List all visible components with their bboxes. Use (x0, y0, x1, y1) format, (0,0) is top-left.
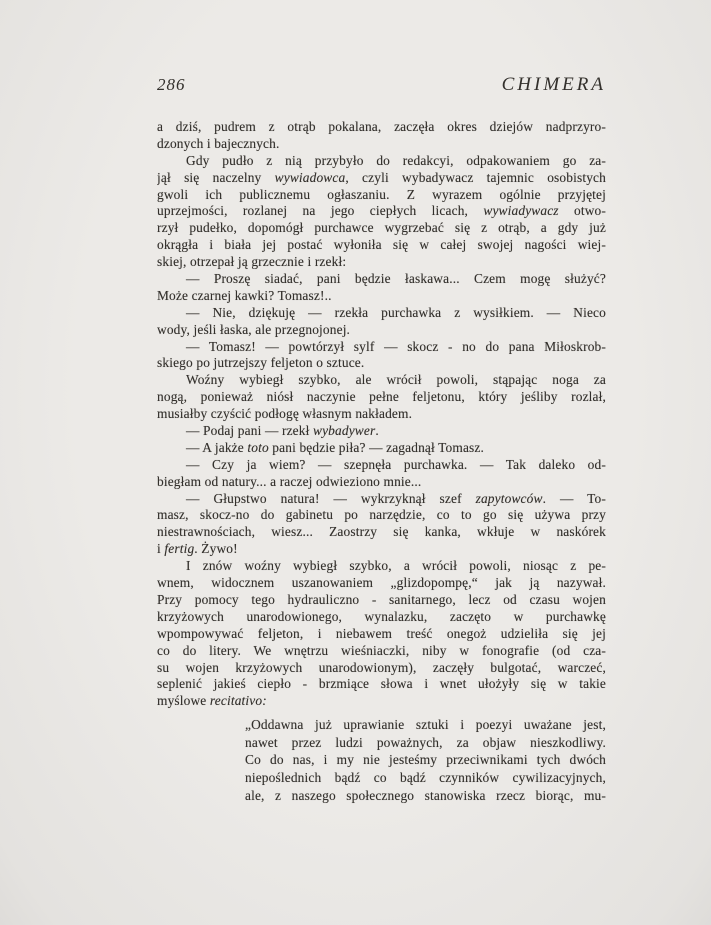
text-line (157, 592, 606, 609)
paragraph (157, 372, 606, 423)
text-line (157, 203, 606, 220)
text-line (157, 119, 606, 136)
text-line (157, 220, 606, 237)
text-segment: skiego po jutrzejszy feljeton o sztuce. (157, 355, 365, 371)
paragraph (157, 491, 606, 559)
text-segment: — Podaj pani — rzekł (186, 423, 313, 439)
text-line (157, 457, 606, 474)
text-line (157, 389, 606, 406)
text-line (157, 609, 606, 626)
text-segment: Gdy pudło z nią przybyło do redakcyi, odpakowaniem go za- (186, 152, 606, 168)
text-line (157, 254, 606, 271)
text-segment: nogą, ponieważ niósł naczynie pełne feljetonu, który jeśliby rozlał, (157, 389, 606, 405)
text-segment: dzonych i bajecznych. (157, 135, 280, 151)
text-line (157, 524, 606, 541)
text-segment: seplenić jakieś ciepło - brzmiące słowa i wnet ułożyły się w takie (157, 676, 606, 692)
text-line (245, 787, 606, 805)
text-line (157, 271, 606, 288)
block-quote (245, 716, 606, 804)
text-segment: — Proszę siadać, pani będzie łaskawa... Czem mogę służyć? (186, 271, 606, 287)
italic-text: wywiadowca (274, 169, 346, 185)
text-line (157, 575, 606, 592)
text-line (157, 440, 606, 457)
italic-text: fertig (164, 541, 195, 557)
paragraph (157, 423, 606, 440)
text-line (157, 372, 606, 389)
text-segment: biegłam od natury... a raczej odwieziono mnie... (157, 473, 422, 489)
paragraph (157, 271, 606, 305)
text-line (157, 322, 606, 339)
text-segment: . (375, 423, 379, 439)
text-line (157, 406, 606, 423)
text-segment: — Czy ja wiem? — szepnęła purchawka. — Tak daleko od- (186, 456, 606, 472)
text-segment: Przy pomocy tego hydrauliczno - sanitarnego, lecz od czasu wojen (157, 591, 606, 607)
italic-text: toto (247, 439, 269, 455)
text-segment: . Żywo! (194, 541, 238, 557)
text-line (157, 693, 606, 710)
italic-text: recitativo: (209, 693, 267, 709)
text-segment: niepoślednich bądź co bądź czynników cywilizacyjnych, (245, 770, 606, 786)
text-segment: otwo- (558, 203, 606, 219)
text-line (157, 187, 606, 204)
text-line (157, 305, 606, 322)
text-line (157, 339, 606, 356)
text-segment: ale, z naszego społecznego stanowiska rzecz biorąc, mu- (245, 787, 606, 803)
text-segment: musiałby czyścić podłogę własnym nakładem. (157, 406, 413, 422)
text-segment: Może czarnej kawki? Tomasz!.. (157, 287, 332, 303)
text-line (157, 507, 606, 524)
text-line (245, 734, 606, 752)
text-segment: uprzejmości, rozlanej na jego ciepłych licach, (157, 203, 484, 219)
text-segment: skiej, otrzepał ją grzecznie i rzekł: (157, 254, 347, 270)
paragraph (157, 119, 606, 153)
text-segment: a dziś, pudrem z otrąb pokalana, zaczęła okres dziejów nadprzyro- (157, 119, 606, 134)
text-segment: — Głupstwo natura! — wykrzyknął szef (186, 490, 476, 506)
text-segment: — Tomasz! — powtórzył sylf — skocz - no do pana Miłoskrob- (186, 338, 606, 354)
paragraph (157, 153, 606, 271)
text-line (157, 153, 606, 170)
text-segment: i (157, 541, 165, 557)
text-segment: co do litery. We wnętrzu wieśniaczki, niby w fonografie (od cza- (157, 642, 606, 658)
text-segment: I znów woźny wybiegł szybko, a wrócił powoli, niosąc z pe- (186, 558, 606, 574)
text-segment: gwoli ich publicznemu ogłaszaniu. Z wyrazem ogólnie przyjętej (157, 186, 606, 202)
text-line (157, 237, 606, 254)
paragraph (157, 339, 606, 373)
text-segment: niestrawnościach, wiesz... Zaostrzy się kanka, wkłuje w naskórek (157, 524, 606, 540)
paragraph (157, 440, 606, 457)
text-segment: masz, skocz-no do gabinetu po narzędzie, co to go się używa przy (157, 507, 606, 523)
page-number: 286 (157, 75, 186, 94)
text-line (157, 355, 606, 372)
text-line (245, 751, 606, 769)
text-segment: Co do nas, i my nie jesteśmy przeciwnikami tych dwóch (245, 752, 606, 768)
text-segment: „Oddawna już uprawianie sztuki i poezyi uważane jest, (245, 717, 606, 732)
text-segment: wody, jeśli łaska, ale przegnojonej. (157, 321, 351, 337)
text-line (157, 558, 606, 575)
text-line (245, 769, 606, 787)
text-line (157, 170, 606, 187)
text-segment: jął się naczelny (157, 169, 275, 185)
paragraph (157, 558, 606, 710)
text-segment: — Nie, dziękuję — rzekła purchawka z wysiłkiem. — Nieco (186, 304, 606, 320)
text-line (157, 626, 606, 643)
text-segment: — A jakże (186, 439, 248, 455)
running-title: CHIMERA (501, 74, 606, 95)
body-text-block (157, 119, 606, 710)
page-header (157, 74, 606, 96)
text-segment: Woźny wybiegł szybko, ale wrócił powoli, stąpając noga za (186, 372, 606, 388)
italic-text: zapytowców (475, 490, 543, 506)
italic-text: wybadywer (313, 423, 376, 439)
text-segment: krzyżowych unarodowionego, wynalazku, zaczęto w purchawkę (157, 608, 606, 624)
text-line (245, 716, 606, 734)
text-line (157, 474, 606, 491)
italic-text: wywiadywacz (483, 203, 559, 219)
text-line (157, 136, 606, 153)
text-segment: . — To- (542, 490, 606, 506)
text-line (157, 423, 606, 440)
text-line (157, 541, 606, 558)
text-segment: myślowe (157, 693, 210, 709)
text-segment: nawet przez ludzi poważnych, za objaw nieszkodliwy. (245, 734, 606, 750)
text-segment: wnem, widocznem uszanowaniem „glizdopompę,“ jak ją nazywał. (157, 575, 606, 591)
text-line (157, 676, 606, 693)
text-segment: su wojen krzyżowych unarodowionym), zaczęły bulgotać, warczeć, (157, 659, 606, 675)
text-line (157, 660, 606, 677)
text-segment: wpompowywać feljeton, i niebawem treść onegoż udzieliła się jej (157, 625, 606, 641)
text-segment: pani będzie piła? — zagadnął Tomasz. (268, 439, 484, 455)
text-line (157, 491, 606, 508)
text-line (157, 288, 606, 305)
text-segment: , czyli wybadywacz tajemnic osobistych (345, 169, 606, 185)
paragraph (157, 457, 606, 491)
paragraph (157, 305, 606, 339)
text-segment: rzył pudełko, dopomógł purchawce wygrzebać się z otrąb, a gdy już (157, 220, 606, 236)
text-segment: okrągła i biała jej postać wyłoniła się w całej swojej nagości wiej- (157, 237, 606, 253)
text-line (157, 643, 606, 660)
